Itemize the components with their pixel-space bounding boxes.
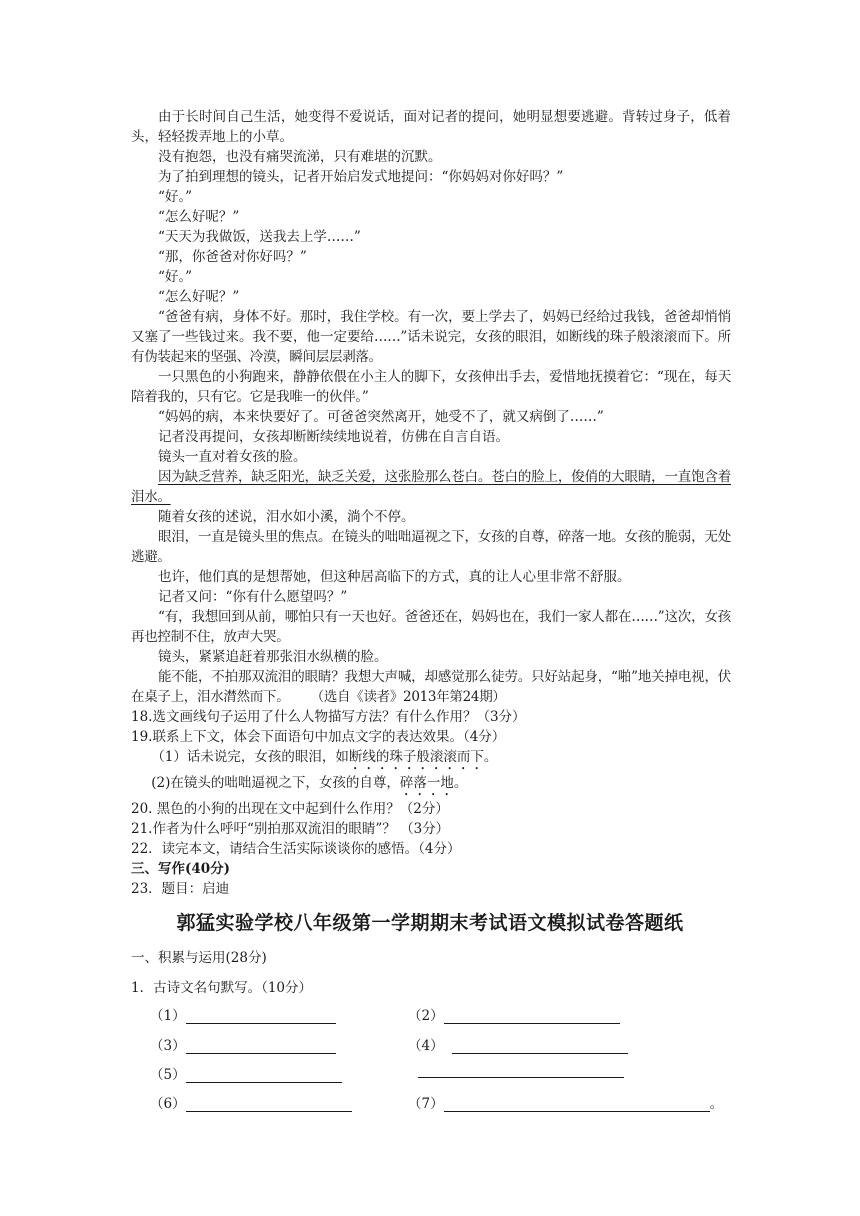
question-20: 20. 黑色的小狗的出现在文中起到什么作用？（2分）	[131, 801, 449, 817]
passage-paragraph: “怎么好呢？”	[158, 289, 240, 305]
passage-paragraph: 镜头，紧紧追赶着那张泪水纵横的脸。	[158, 649, 388, 665]
blank-row-1	[150, 1004, 336, 1024]
q19-2-end: 。	[453, 775, 468, 791]
question-21: 21.作者为什么呼吁“别拍那双流泪的眼睛”？ （3分）	[131, 821, 450, 837]
blank-label: （1）	[150, 1008, 186, 1024]
q19-1-text: （1）话未说完，女孩的眼泪，如	[151, 749, 349, 765]
underlined-text: 因为缺乏营养，缺乏阳光，缺乏关爱，这张脸那么苍白。苍白的脸上，俊俏的大眼睛，一直饱含着泪水。	[131, 469, 731, 505]
answer-blank[interactable]	[186, 1068, 342, 1083]
answer-blank[interactable]	[452, 1039, 628, 1054]
q19-1-end: 。	[483, 749, 498, 765]
blank-row-7	[408, 1092, 723, 1112]
blank-row-3	[150, 1034, 336, 1054]
blank-label: （4）	[408, 1038, 444, 1054]
q19-1-dotted-text: 断线的珠子般滚滚而下	[348, 749, 484, 765]
answer-blank[interactable]	[444, 1009, 620, 1024]
passage-paragraph: “怎么好呢？”	[158, 209, 240, 225]
blank-row-5b	[418, 1063, 624, 1078]
passage-source: （选自《读者》2013年第24期）	[317, 689, 506, 705]
passage-paragraph: 一只黑色的小狗跑来，静静依偎在小主人的脚下，女孩伸出手去，爱惜地抚摸着它：“现在，每天陪着我的，只有它。它是我唯一的伙伴。”	[131, 369, 731, 405]
blank-row-4	[408, 1034, 628, 1054]
passage-paragraph: 由于长时间自己生活，她变得不爱说话，面对记者的提问，她明显想要逃避。背转过身子，低着头，轻轻拨弄地上的小草。	[131, 109, 731, 145]
answer-section-1: 一、积累与运用(28分)	[131, 950, 267, 966]
blank-row-5	[150, 1063, 342, 1083]
blank-end-mark: 。	[709, 1096, 724, 1112]
answer-blank[interactable]	[418, 1063, 624, 1078]
passage-paragraph: “天天为我做饭，送我去上学……”	[158, 229, 361, 245]
answer-blank[interactable]	[444, 1097, 710, 1112]
passage-paragraph: 也许，他们真的是想帮她，但这种居高临下的方式，真的让人心里非常不舒服。	[158, 569, 631, 585]
question-19: 19.联系上下文，体会下面语句中加点文字的表达效果。（4分）	[131, 729, 506, 745]
answer-question-1: 1．古诗文名句默写。（10分）	[131, 980, 313, 996]
passage-paragraph: 随着女孩的述说，泪水如小溪，淌个不停。	[158, 509, 415, 525]
passage-paragraph: “好。”	[158, 189, 193, 205]
question-19-1	[131, 747, 731, 773]
answer-blank[interactable]	[186, 1039, 336, 1054]
blank-row-2	[408, 1004, 620, 1024]
answer-blank[interactable]	[186, 1009, 336, 1024]
blank-row-6	[150, 1092, 352, 1112]
question-19-2	[131, 773, 731, 799]
last-paragraph-text: 能不能，不拍那双流泪的眼睛？我想大声喊，却感觉那么徒劳。只好站起身，“啪”地关掉电视，伏在桌子上，泪水潸然而下。	[131, 669, 731, 705]
blank-label: （3）	[150, 1038, 186, 1054]
blank-label: （5）	[150, 1067, 186, 1083]
passage-paragraph: “妈妈的病，本来快要好了。可爸爸突然离开，她受不了，就又病倒了……”	[158, 409, 604, 425]
blank-label: （6）	[150, 1096, 186, 1112]
passage-paragraph: 没有抱怨，也没有痛哭流涕，只有难堪的沉默。	[158, 149, 442, 165]
underlined-sentence	[131, 467, 731, 507]
blank-label: （7）	[408, 1096, 444, 1112]
blank-label: （2）	[408, 1008, 444, 1024]
reading-passage	[131, 107, 731, 899]
passage-paragraph: 眼泪，一直是镜头里的焦点。在镜头的咄咄逼视之下，女孩的自尊，碎落一地。女孩的脆弱，无处逃避。	[131, 529, 731, 565]
passage-paragraph: 镜头一直对着女孩的脸。	[158, 449, 307, 465]
passage-paragraph: 为了拍到理想的镜头，记者开始启发式地提问：“你妈妈对你好吗？”	[158, 169, 564, 185]
section-writing: 三、写作(40分)	[131, 861, 231, 877]
passage-paragraph: “那，你爸爸对你好吗？”	[158, 249, 307, 265]
question-18: 18.选文画线句子运用了什么人物描写方法？有什么作用？（3分）	[131, 709, 526, 725]
question-23: 23．题目：启迪	[131, 881, 230, 897]
q19-2-dotted-text: 碎落一地	[399, 775, 454, 791]
passage-last-paragraph	[131, 667, 731, 707]
passage-paragraph: 记者没再提问，女孩却断断续续地说着，仿佛在自言自语。	[158, 429, 509, 445]
q19-2-text: (2)在镜头的咄咄逼视之下，女孩的自尊，	[151, 775, 400, 791]
passage-paragraph: “爸爸有病，身体不好。那时，我住学校。有一次，要上学去了，妈妈已经给过我钱，爸爸却悄悄又塞了一些钱过来。我不要，他一定要给……”话未说完，女孩的眼泪，如断线的珠子般滚滚而下。所有伪装起来的坚强、冷漠，瞬间层层剥落。	[131, 309, 731, 365]
answer-blank[interactable]	[186, 1097, 352, 1112]
passage-paragraph: “有，我想回到从前，哪怕只有一天也好。爸爸还在，妈妈也在，我们一家人都在……”这次，女孩再也控制不住，放声大哭。	[131, 609, 731, 645]
passage-paragraph: 记者又问：“你有什么愿望吗？”	[158, 589, 348, 605]
answer-sheet-title: 郭猛实验学校八年级第一学期期末考试语文模拟试卷答题纸	[176, 912, 684, 934]
passage-paragraph: “好。”	[158, 269, 193, 285]
question-22: 22．读完本文，请结合生活实际谈谈你的感悟。（4分）	[131, 841, 461, 857]
